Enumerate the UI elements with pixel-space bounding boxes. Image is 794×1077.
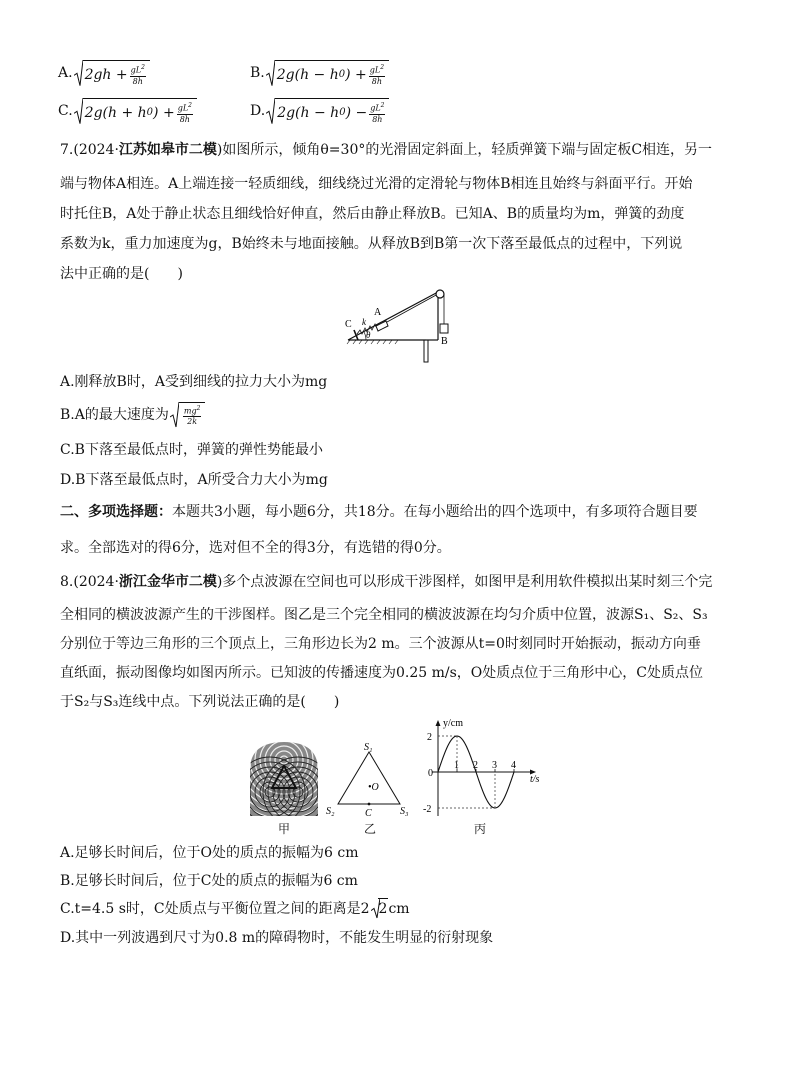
q7-option-d[interactable]: D.B下落至最低点时，A所受合力大小为mg xyxy=(60,472,328,488)
question-number: 7. xyxy=(60,142,74,158)
option-label: B. xyxy=(250,65,265,82)
question-number: 8. xyxy=(60,574,74,590)
q6-option-a[interactable] xyxy=(58,60,150,87)
q6-c-expr: 2g(h + h 0 ) + $\frac{gL^2}{8h}$ xyxy=(83,98,197,125)
option-label: C. xyxy=(58,103,73,120)
stem-text: 如图所示，倾角θ=30°的光滑固定斜面上，轻质弹簧下端与固定板C相连，另一 xyxy=(222,142,713,158)
x-tick-label: 3 xyxy=(492,760,497,771)
y-axis-arrow xyxy=(436,720,441,726)
label-a: A xyxy=(374,307,382,318)
sqrt-expression xyxy=(266,60,389,87)
question-source: 江苏如皋市二模 xyxy=(118,142,217,158)
option-text: C.t=4.5 s时，C处质点与平衡位置之间的距离是2 xyxy=(60,900,370,917)
label-k: k xyxy=(362,317,366,327)
q7-b-expr: $\frac{mg^2}{2k}$ xyxy=(179,402,206,428)
sqrt-expression xyxy=(170,402,206,428)
label-s1: S₁ xyxy=(364,742,373,753)
option-label: D. xyxy=(250,103,266,120)
q7-stem-line-2: 端与物体A相连。A上端连接一轻质细线，细线绕过光滑的定滑轮与物体B相连且始终与斜面平行。开始 xyxy=(60,176,693,192)
caption-jia: 甲 xyxy=(278,822,291,836)
origin-label: 0 xyxy=(428,768,433,779)
section-heading: 二、多项选择题： xyxy=(60,504,172,520)
q8-stem-line-2: 全相同的横波波源产生的干涉图样。图乙是三个完全相同的横波波源在均匀介质中位置，波源S₁、S₂、S₃ xyxy=(60,607,708,623)
section-2-line-2: 求。全部选对的得6分，选对但不全的得3分，有选错的得0分。 xyxy=(60,540,451,556)
label-s3: S₃ xyxy=(400,806,409,817)
q8-stem-line-3: 分别位于等边三角形的三个顶点上，三角形边长为2 m。三个波源从t=0时刻同时开始振动，振动方向垂 xyxy=(60,636,701,652)
x-tick-label: 1 xyxy=(454,760,459,771)
option-text: B.A的最大速度为 xyxy=(60,407,169,423)
section-2-line-1 xyxy=(60,502,698,522)
q7-option-c[interactable]: C.B下落至最低点时，弹簧的弹性势能最小 xyxy=(60,442,323,458)
source-open: (2024· xyxy=(73,574,119,590)
q7-option-b[interactable] xyxy=(60,402,205,428)
incline-pulley-figure xyxy=(340,284,460,366)
q8-option-b[interactable]: B.足够长时间后，位于C处的质点的振幅为6 cm xyxy=(60,873,358,889)
label-c-point: C xyxy=(365,808,372,819)
q8-stem-line-4: 直纸面，振动图像均如图丙所示。已知波的传播速度为0.25 m/s，O处质点位于三角形中心，C处质点位 xyxy=(60,665,703,681)
sqrt-expression xyxy=(266,98,389,125)
label-s2: S₂ xyxy=(326,806,335,817)
q8-stem-line-5: 于S₂与S₃连线中点。下列说法正确的是( ) xyxy=(60,694,340,710)
q8-option-c[interactable] xyxy=(60,898,410,919)
stem-text: 多个点波源在空间也可以形成干涉图样，如图甲是利用软件模拟出某时刻三个完 xyxy=(222,574,713,590)
x-tick-label: 4 xyxy=(511,760,516,771)
label-o: •O xyxy=(368,782,379,793)
q7-stem-line-1 xyxy=(60,140,712,160)
q6-d-expr: 2g(h − h 0 ) − $\frac{gL^2}{8h}$ xyxy=(275,98,389,125)
q6-option-d[interactable] xyxy=(250,98,389,125)
y-tick-label: -2 xyxy=(423,804,432,815)
vibration-graph xyxy=(418,714,548,822)
question-source: 浙江金华市二模 xyxy=(118,574,217,590)
label-theta: θ xyxy=(366,330,371,340)
sqrt-radicand: 2 xyxy=(378,898,389,919)
q7-stem-line-5: 法中正确的是( ) xyxy=(60,266,183,282)
label-b: B xyxy=(441,336,448,347)
sqrt-expression xyxy=(74,98,197,125)
option-label: A. xyxy=(58,65,73,82)
source-close: ) xyxy=(216,574,223,590)
interference-pattern-figure xyxy=(248,740,320,818)
q8-option-a[interactable]: A.足够长时间后，位于O处的质点的振幅为6 cm xyxy=(60,845,359,861)
x-tick-label: 2 xyxy=(473,760,478,771)
triangle-sources-figure xyxy=(324,738,414,820)
section-text: 本题共3小题，每小题6分，共18分。在每小题给出的四个选项中，有多项符合题目要 xyxy=(172,504,698,520)
label-c: C xyxy=(345,319,352,330)
q8-stem-line-1 xyxy=(60,572,712,592)
q7-stem-line-3: 时托住B，A处于静止状态且细线恰好伸直，然后由静止释放B。已知A、B的质量均为m，弹簧的劲度 xyxy=(60,206,685,222)
caption-yi: 乙 xyxy=(364,822,377,836)
q7-stem-line-4: 系数为k，重力加速度为g，B始终未与地面接触。从释放B到B第一次下落至最低点的过程中，下列说 xyxy=(60,236,683,252)
source-close: ) xyxy=(216,142,223,158)
q6-b-expr: 2g(h − h 0 ) + $\frac{gL^2}{8h}$ xyxy=(275,60,389,87)
sqrt-expression xyxy=(74,60,150,87)
q7-option-a[interactable]: A.刚释放B时，A受到细线的拉力大小为mg xyxy=(60,374,328,390)
y-axis-label: y/cm xyxy=(443,718,463,729)
q6-option-b[interactable] xyxy=(250,60,389,87)
source-open: (2024· xyxy=(73,142,119,158)
y-tick-label: 2 xyxy=(427,732,432,743)
x-axis-label: t/s xyxy=(530,774,540,785)
sqrt-expression xyxy=(371,898,389,919)
q8-option-d[interactable]: D.其中一列波遇到尺寸为0.8 m的障碍物时，不能发生明显的衍射现象 xyxy=(60,930,494,946)
q6-option-c[interactable] xyxy=(58,98,197,125)
caption-bing: 丙 xyxy=(474,822,487,836)
option-unit: cm xyxy=(388,900,410,917)
q6-a-expr: 2gh + $\frac{gL^2}{8h}$ xyxy=(83,60,150,87)
